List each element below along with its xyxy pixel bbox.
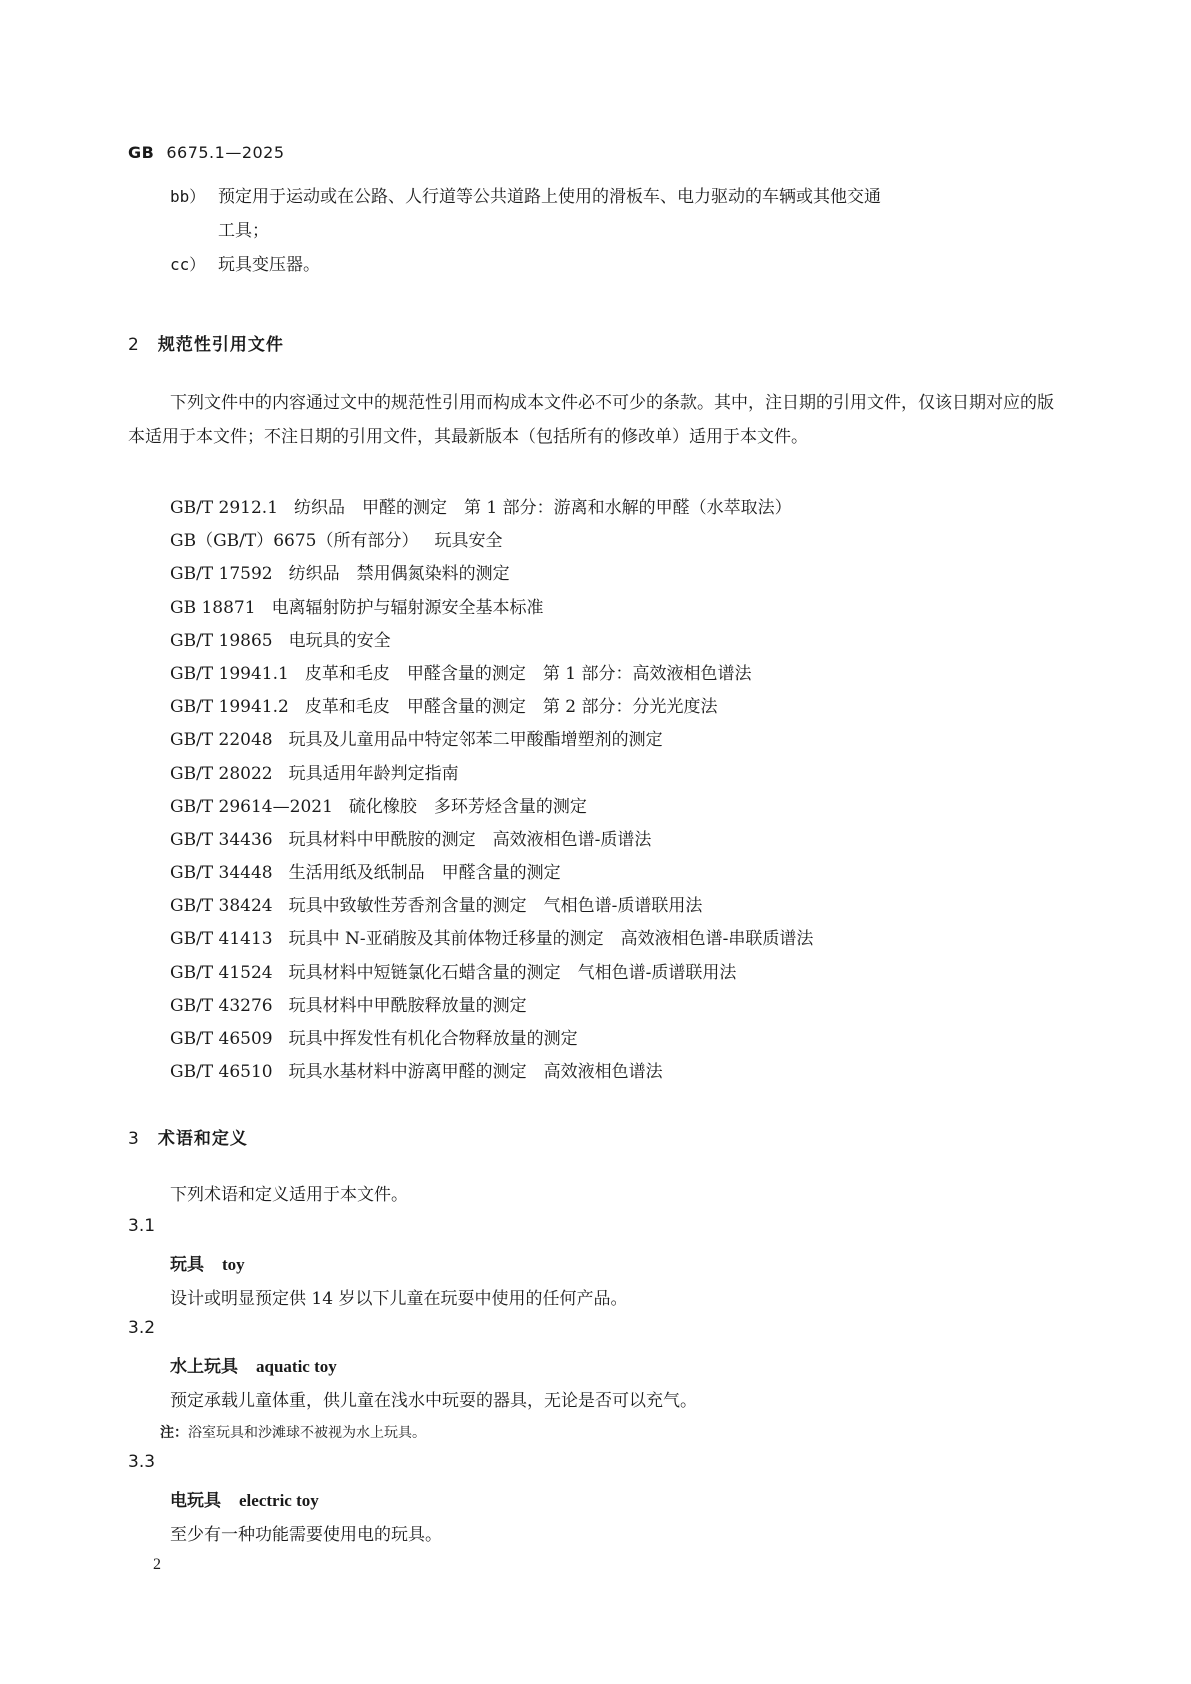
reference-code: GB/T 19941.2 — [170, 697, 289, 718]
term-number: 3.1 — [128, 1216, 156, 1236]
section-3-number: 3 — [128, 1129, 140, 1149]
reference-title: 玩具材料中甲酰胺释放量的测定 — [288, 995, 527, 1016]
reference-code: GB/T 34436 — [170, 829, 273, 850]
reference-title: 皮革和毛皮 甲醛含量的测定 第 2 部分：分光光度法 — [304, 697, 718, 718]
term-name-en: aquatic toy — [256, 1357, 337, 1376]
reference-title: 生活用纸及纸制品 甲醛含量的测定 — [288, 863, 561, 884]
reference-title: 玩具中挥发性有机化合物释放量的测定 — [288, 1029, 578, 1049]
section-2-heading — [128, 330, 284, 355]
reference-code: GB/T 41524 — [170, 962, 273, 983]
reference-title: 玩具适用年龄判定指南 — [288, 763, 459, 784]
reference-title: 玩具及儿童用品中特定邻苯二甲酸酯增塑剂的测定 — [288, 730, 663, 751]
term-definition: 设计或明显预定供 14 岁以下儿童在玩耍中使用的任何产品。 — [170, 1289, 628, 1309]
reference-title: 玩具材料中短链氯化石蜡含量的测定 气相色谱-质谱联用法 — [288, 962, 737, 983]
term-heading — [170, 1486, 319, 1511]
term-heading — [170, 1352, 337, 1377]
reference-item — [170, 957, 813, 990]
reference-code: GB/T 17592 — [170, 564, 273, 585]
reference-title: 纺织品 禁用偶氮染料的测定 — [288, 564, 510, 585]
note-text: 浴室玩具和沙滩球不被视为水上玩具。 — [188, 1425, 426, 1441]
term-name-en: toy — [222, 1255, 245, 1274]
section-2-intro-text: 下列文件中的内容通过文中的规范性引用而构成本文件必不可少的条款。其中，注日期的引用文件，仅该日期对应的版本适用于本文件；不注日期的引用文件，其最新版本（包括所有的修改单）适用于本文件。 — [128, 393, 1054, 447]
reference-item — [170, 857, 813, 890]
page-number: 2 — [153, 1556, 161, 1573]
term-heading — [170, 1250, 245, 1275]
reference-item — [170, 592, 813, 625]
reference-code: GB/T 19941.1 — [170, 663, 289, 684]
reference-code: GB/T 34448 — [170, 863, 273, 884]
reference-code: GB/T 29614—2021 — [170, 796, 333, 817]
note-label: 注： — [160, 1425, 188, 1441]
term-note — [160, 1422, 426, 1442]
reference-code: GB/T 46509 — [170, 1029, 273, 1049]
reference-title: 玩具材料中甲酰胺的测定 高效液相色谱-质谱法 — [288, 829, 652, 850]
section-2-number: 2 — [128, 335, 140, 355]
reference-title: 纺织品 甲醛的测定 第 1 部分：游离和水解的甲醛（水萃取法） — [294, 498, 792, 518]
list-item-mark-cc: cc） — [170, 255, 206, 274]
document-header — [128, 143, 285, 162]
reference-item — [170, 824, 813, 857]
reference-code: GB/T 41413 — [170, 929, 273, 950]
reference-code: GB（GB/T）6675（所有部分） — [170, 531, 419, 552]
list-item-mark-bb: bb） — [170, 187, 206, 206]
term-definition: 预定承载儿童体重，供儿童在浅水中玩耍的器具，无论是否可以充气。 — [170, 1391, 697, 1411]
reference-item — [170, 658, 813, 691]
reference-item — [170, 1023, 813, 1056]
reference-title: 玩具安全 — [434, 531, 503, 552]
reference-title: 玩具中 N-亚硝胺及其前体物迁移量的测定 高效液相色谱-串联质谱法 — [288, 929, 814, 950]
list-item-text-bb-line1: 预定用于运动或在公路、人行道等公共道路上使用的滑板车、电力驱动的车辆或其他交通 — [218, 187, 881, 207]
reference-item — [170, 724, 813, 757]
term-number: 3.2 — [128, 1318, 156, 1338]
section-2-intro — [128, 386, 1054, 454]
section-3-title: 术语和定义 — [157, 1129, 248, 1149]
reference-title: 玩具水基材料中游离甲醛的测定 高效液相色谱法 — [288, 1062, 663, 1083]
reference-title: 皮革和毛皮 甲醛含量的测定 第 1 部分：高效液相色谱法 — [304, 663, 752, 684]
reference-item — [170, 492, 813, 525]
list-item-text-cc: 玩具变压器。 — [218, 255, 320, 275]
list-item-text-bb-line2: 工具； — [218, 221, 269, 241]
normative-reference-list — [170, 492, 813, 1089]
reference-title: 电离辐射防护与辐射源安全基本标准 — [271, 597, 544, 618]
reference-code: GB/T 28022 — [170, 763, 273, 784]
reference-item — [170, 691, 813, 724]
standard-code: GB — [128, 143, 155, 162]
term-number: 3.3 — [128, 1452, 156, 1472]
reference-item — [170, 1056, 813, 1089]
reference-code: GB/T 38424 — [170, 896, 273, 917]
reference-code: GB/T 2912.1 — [170, 498, 279, 518]
reference-item — [170, 791, 813, 824]
term-name-zh: 水上玩具 — [170, 1357, 238, 1377]
term-name-zh: 玩具 — [170, 1255, 204, 1275]
reference-item — [170, 758, 813, 791]
reference-code: GB/T 22048 — [170, 730, 273, 751]
term-definition: 至少有一种功能需要使用电的玩具。 — [170, 1525, 442, 1545]
reference-title: 电玩具的安全 — [288, 630, 391, 651]
reference-item — [170, 558, 813, 591]
reference-code: GB/T 43276 — [170, 995, 273, 1016]
reference-item — [170, 625, 813, 658]
reference-item — [170, 923, 813, 956]
reference-code: GB/T 19865 — [170, 630, 273, 651]
reference-code: GB 18871 — [170, 597, 256, 618]
term-name-zh: 电玩具 — [170, 1491, 221, 1511]
reference-item — [170, 525, 813, 558]
section-3-intro: 下列术语和定义适用于本文件。 — [170, 1185, 408, 1205]
reference-item — [170, 990, 813, 1023]
section-2-title: 规范性引用文件 — [157, 335, 284, 355]
section-3-heading — [128, 1124, 248, 1149]
reference-code: GB/T 46510 — [170, 1062, 273, 1083]
reference-item — [170, 890, 813, 923]
reference-title: 硫化橡胶 多环芳烃含量的测定 — [348, 796, 587, 817]
term-name-en: electric toy — [239, 1491, 319, 1510]
standard-number: 6675.1—2025 — [166, 143, 285, 162]
reference-title: 玩具中致敏性芳香剂含量的测定 气相色谱-质谱联用法 — [288, 896, 703, 917]
